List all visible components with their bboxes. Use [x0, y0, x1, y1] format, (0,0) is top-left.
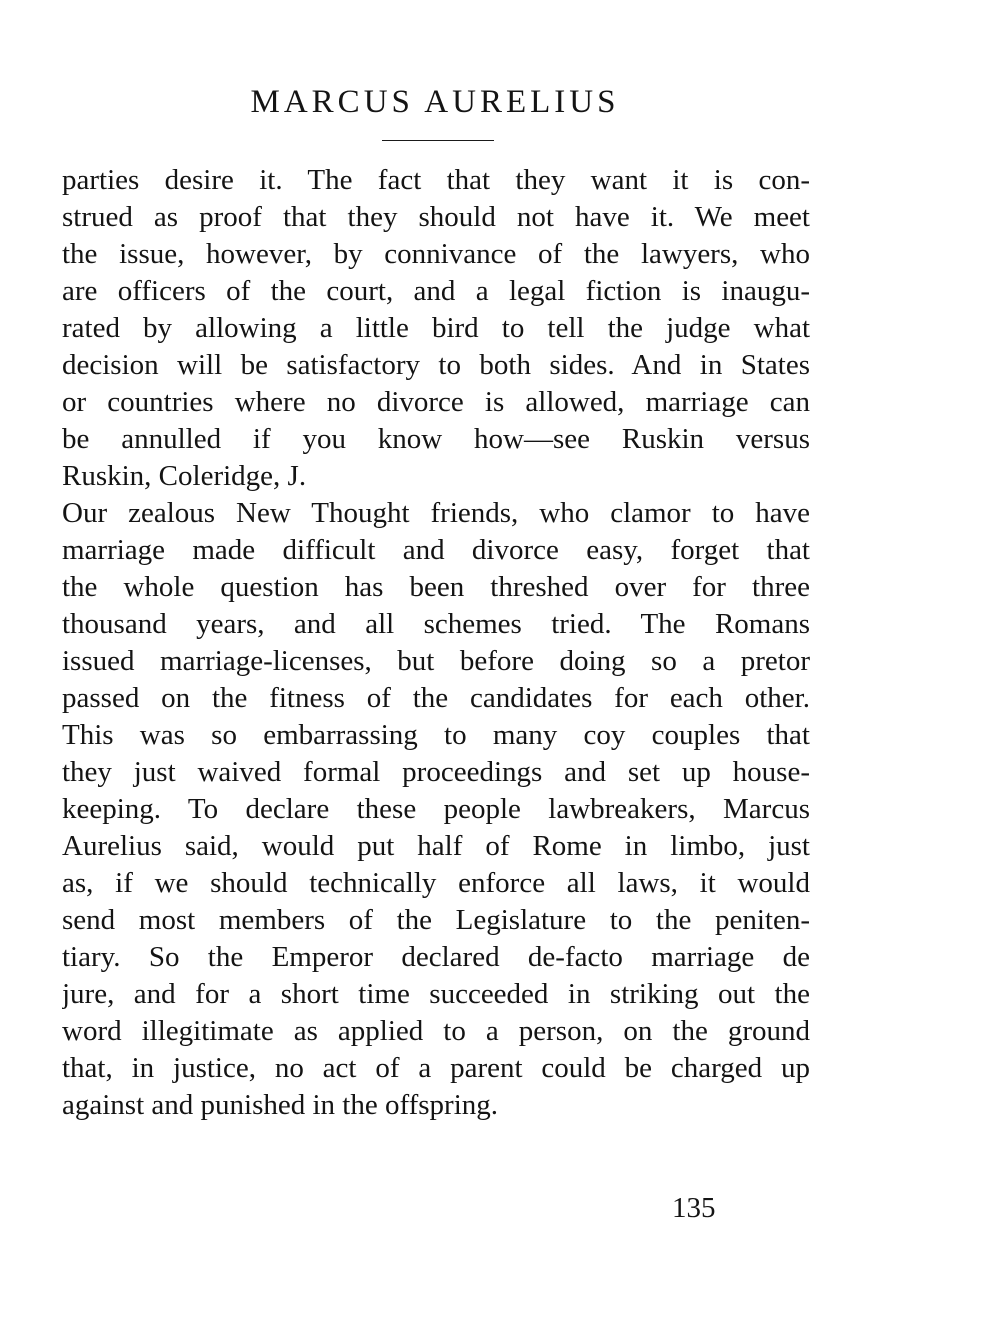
text-line: word illegitimate as applied to a person, on the ground [62, 1015, 810, 1047]
text-line: rated by allowing a little bird to tell the judge what [62, 312, 810, 344]
text-line: Aurelius said, would put half of Rome in limbo, just [62, 830, 810, 862]
text-line: This was so embarrassing to many coy couples that [62, 719, 810, 751]
page-number: 135 [672, 1192, 716, 1224]
text-line: decision will be satisfactory to both sides. And in States [62, 349, 810, 381]
text-line: the whole question has been threshed over for three [62, 571, 810, 603]
text-line: send most members of the Legislature to the peniten- [62, 904, 810, 936]
text-line: marriage made difficult and divorce easy, forget that [62, 534, 810, 566]
text-line: Ruskin, Coleridge, J. [62, 460, 307, 492]
text-line: they just waived formal proceedings and set up house- [62, 756, 810, 788]
text-line: passed on the fitness of the candidates for each other. [62, 682, 810, 714]
text-line: jure, and for a short time succeeded in striking out the [62, 978, 810, 1010]
text-line: keeping. To declare these people lawbreakers, Marcus [62, 793, 810, 825]
text-line: as, if we should technically enforce all laws, it would [62, 867, 810, 899]
text-line: tiary. So the Emperor declared de-facto marriage de [62, 941, 810, 973]
text-line: strued as proof that they should not have it. We meet [62, 201, 810, 233]
text-line: issued marriage-licenses, but before doing so a pretor [62, 645, 810, 677]
text-line: or countries where no divorce is allowed, marriage can [62, 386, 810, 418]
text-line: thousand years, and all schemes tried. The Romans [62, 608, 810, 640]
header-rule [382, 140, 494, 141]
text-line: the issue, however, by connivance of the lawyers, who [62, 238, 810, 270]
text-line: be annulled if you know how—see Ruskin versus [62, 423, 810, 455]
running-head-title: MARCUS AURELIUS [250, 84, 620, 120]
text-line: that, in justice, no act of a parent could be charged up [62, 1052, 810, 1084]
text-line: against and punished in the offspring. [62, 1089, 499, 1121]
text-line: parties desire it. The fact that they want it is con- [62, 164, 810, 196]
text-line: are officers of the court, and a legal fiction is inaugu- [62, 275, 810, 307]
body-text [62, 162, 810, 1124]
text-line: Our zealous New Thought friends, who clamor to have [62, 497, 810, 529]
